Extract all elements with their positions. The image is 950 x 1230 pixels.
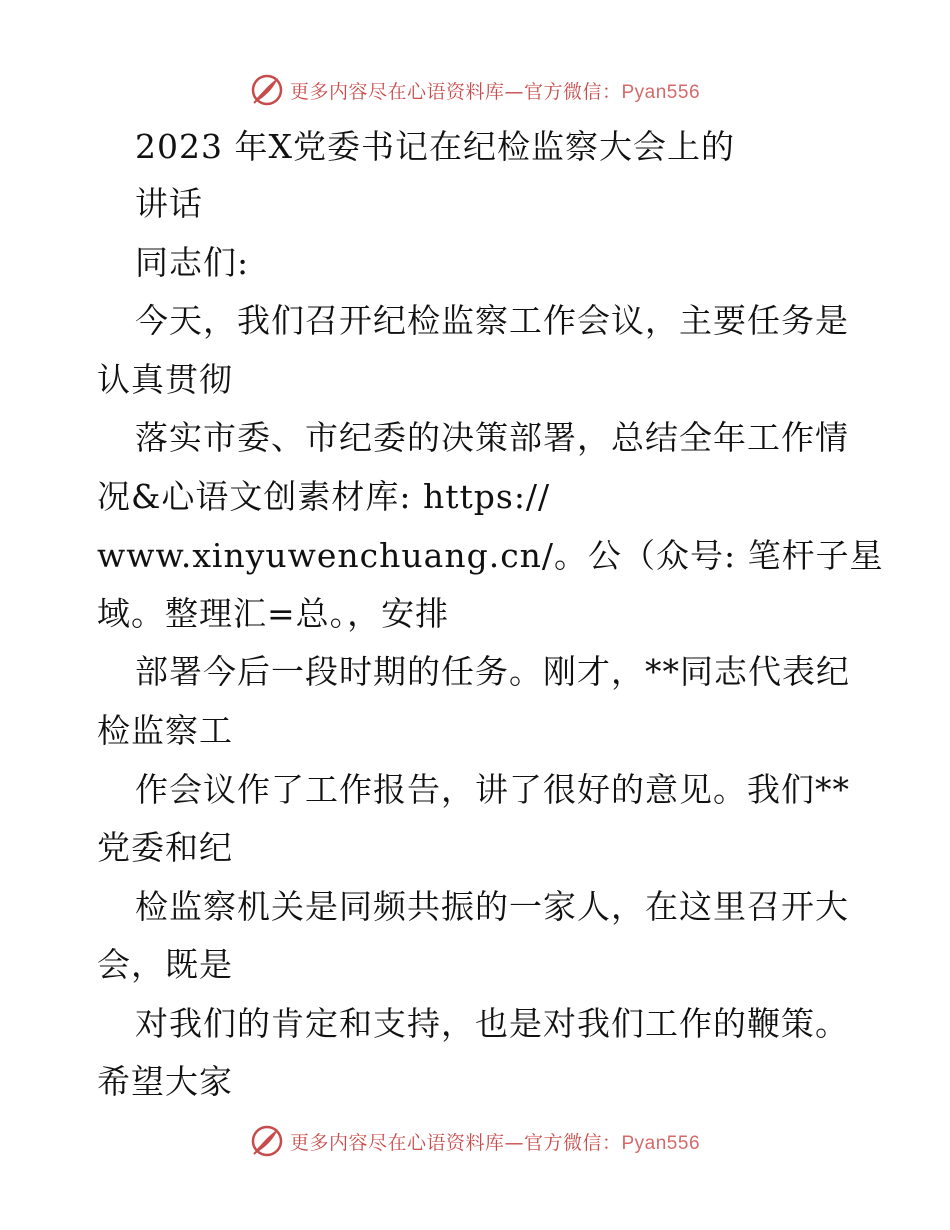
paragraph-line: 域。整理汇=总。，安排 <box>97 594 450 633</box>
pen-quill-logo-icon <box>250 73 284 107</box>
paragraph-line: 希望大家 <box>97 1062 233 1101</box>
footer-banner-text: 更多内容尽在心语资料库—官方微信：Pyan556 <box>289 1131 701 1154</box>
paragraph-line: 今天，我们召开纪检监察工作会议，主要任务是 <box>135 301 849 340</box>
paragraph-line: 会，既是 <box>97 945 233 984</box>
paragraph-line: 对我们的肯定和支持，也是对我们工作的鞭策。 <box>135 1004 849 1043</box>
paragraph-line: 认真贯彻 <box>97 360 233 399</box>
paragraph-line: 党委和纪 <box>97 828 233 867</box>
salutation: 同志们: <box>135 243 250 282</box>
paragraph-line: 落实市委、市纪委的决策部署，总结全年工作情 <box>135 418 849 457</box>
paragraph-line: 部署今后一段时期的任务。刚才，**同志代表纪 <box>135 652 850 691</box>
footer-watermark-banner <box>0 1121 950 1161</box>
document-title-line-2: 讲话 <box>135 184 203 223</box>
paragraph-line: 作会议作了工作报告，讲了很好的意见。我们** <box>135 770 850 809</box>
paragraph-line: www.xinyuwenchuang.cn/。公（众号: 笔杆子星 <box>97 536 884 575</box>
paragraph-line: 况&心语文创素材库: https:// <box>97 477 551 516</box>
header-watermark-banner <box>0 70 950 110</box>
paragraph-line: 检监察机关是同频共振的一家人，在这里召开大 <box>135 887 849 926</box>
paragraph-line: 检监察工 <box>97 711 233 750</box>
pen-quill-logo-icon <box>250 1124 284 1158</box>
document-title-line-1: 2023 年X党委书记在纪检监察大会上的 <box>135 127 735 166</box>
footer-banner-inner <box>250 1124 700 1158</box>
header-banner-inner <box>250 73 700 107</box>
header-banner-text: 更多内容尽在心语资料库—官方微信：Pyan556 <box>289 80 701 103</box>
